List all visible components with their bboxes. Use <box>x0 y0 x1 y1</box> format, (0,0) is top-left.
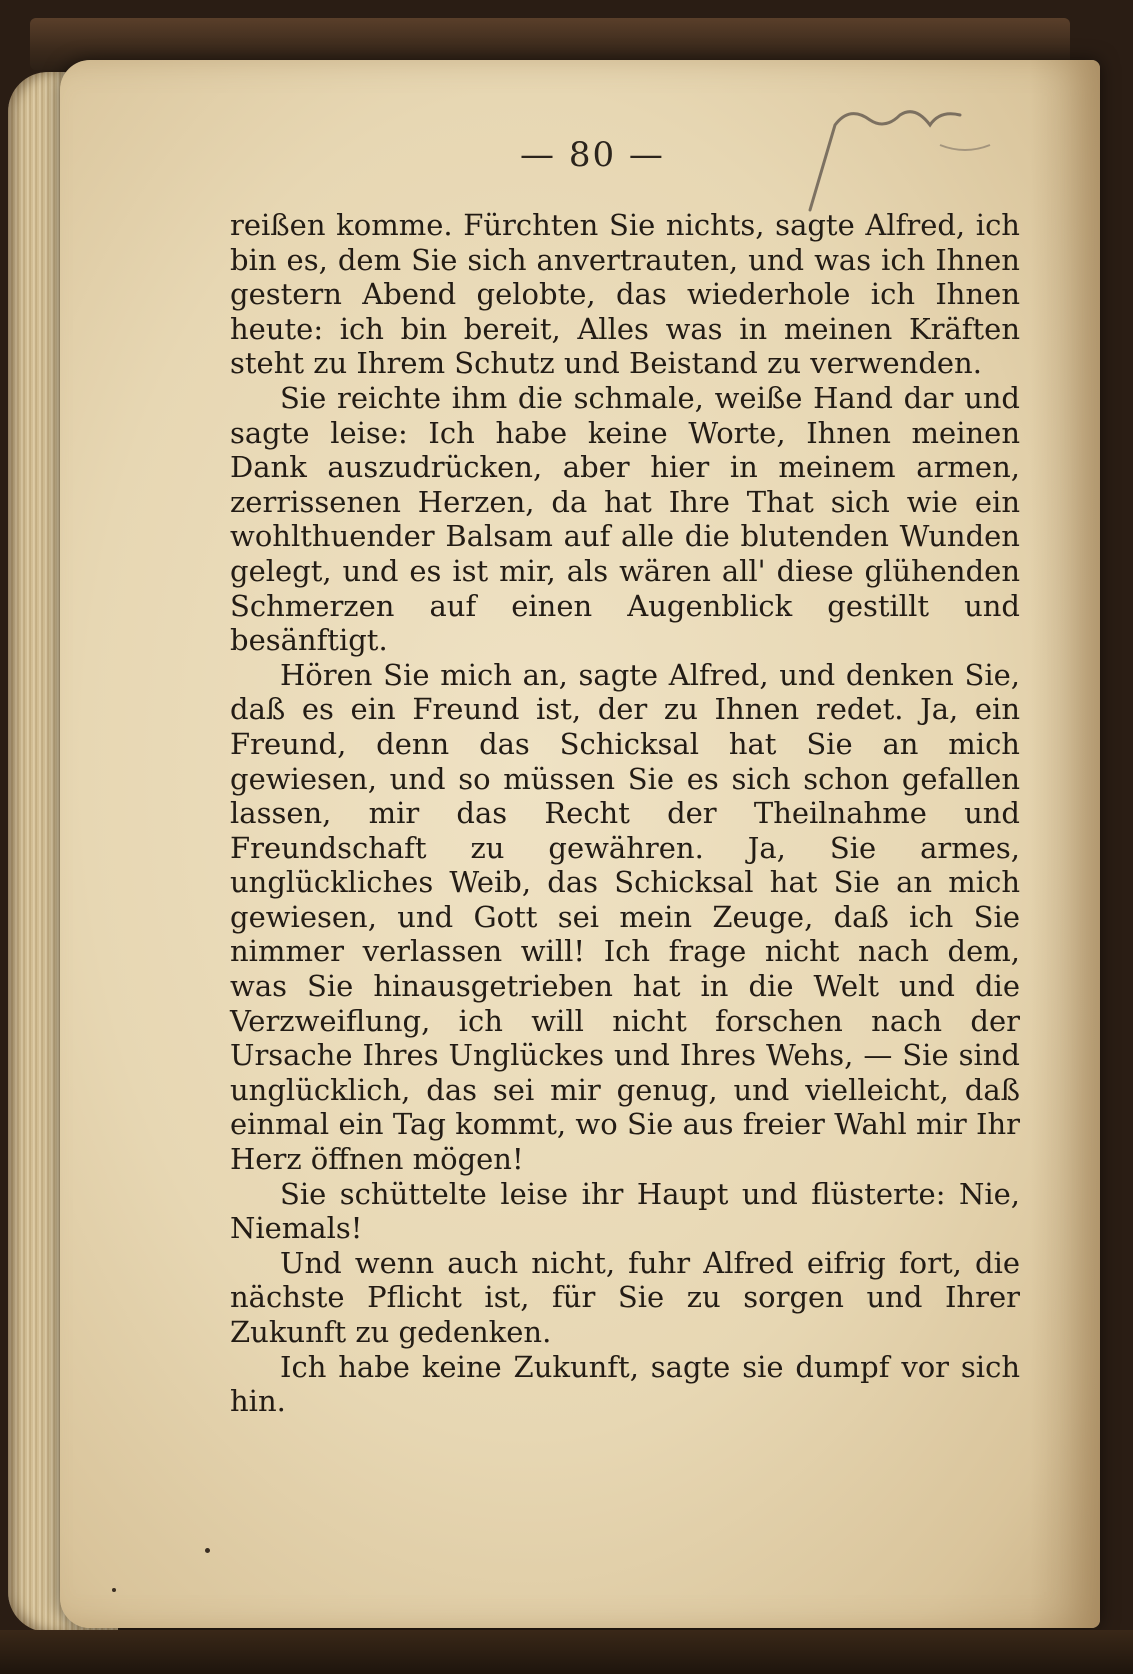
body-text <box>230 208 1020 1419</box>
paragraph: Hören Sie mich an, sagte Alfred, und denken Sie, daß es ein Freund ist, der zu Ihnen redet. Ja, ein Freund, denn das Schicksal hat Sie an mich gewiesen, und so müssen Sie es sich schon gefallen lassen, mir das Recht der Theilnahme und Freundschaft zu gewähren. Ja, Sie armes, unglückliches Weib, das Schicksal hat Sie an mich gewiesen, und Gott sei mein Zeuge, daß ich Sie nimmer verlassen will! Ich frage nicht nach dem, was Sie hinausgetrieben hat in die Welt und die Verzweiflung, ich will nicht forschen nach der Ursache Ihres Unglückes und Ihres Wehs, — Sie sind unglücklich, das sei mir genug, und vielleicht, daß einmal ein Tag kommt, wo Sie aus freier Wahl mir Ihr Herz öffnen mögen! <box>230 657 1020 1177</box>
page-number-dash-right: — <box>628 135 665 175</box>
paper-speck <box>112 1588 116 1592</box>
page-gutter-shadow <box>1030 60 1100 1628</box>
page-number <box>520 135 665 175</box>
page-number-value: 80 <box>568 135 617 175</box>
page-number-dash-left: — <box>520 135 556 175</box>
paper-speck <box>205 1548 210 1553</box>
paragraph: Ich habe keine Zukunft, sagte sie dumpf vor sich hin. <box>230 1349 1020 1419</box>
paragraph: Sie reichte ihm die schmale, weiße Hand dar und sagte leise: Ich habe keine Worte, Ihnen meinen Dank auszudrücken, aber hier in meinem armen, zerrissenen Herzen, da hat Ihre That sich wie ein wohlthuender Balsam auf alle die blutenden Wunden gelegt, und es ist mir, als wären all' diese glühenden Schmerzen auf einen Augenblick gestillt und besänftigt. <box>230 380 1020 658</box>
book-cover-bottom <box>0 1630 1133 1674</box>
paragraph-continuation: reißen komme. Fürchten Sie nichts, sagte Alfred, ich bin es, dem Sie sich anvertrauten, und was ich Ihnen gestern Abend gelobte, das wiederhole ich Ihnen heute: ich bin bereit, Alles was in meinen Kräften steht zu Ihrem Schutz und Beistand zu verwenden. <box>230 208 1020 381</box>
paragraph: Und wenn auch nicht, fuhr Alfred eifrig fort, die nächste Pflicht ist, für Sie zu sorgen und Ihrer Zukunft zu gedenken. <box>230 1245 1020 1349</box>
paragraph: Sie schüttelte leise ihr Haupt und flüsterte: Nie, Niemals! <box>230 1176 1020 1246</box>
pencil-scribble-mark <box>790 85 1010 215</box>
